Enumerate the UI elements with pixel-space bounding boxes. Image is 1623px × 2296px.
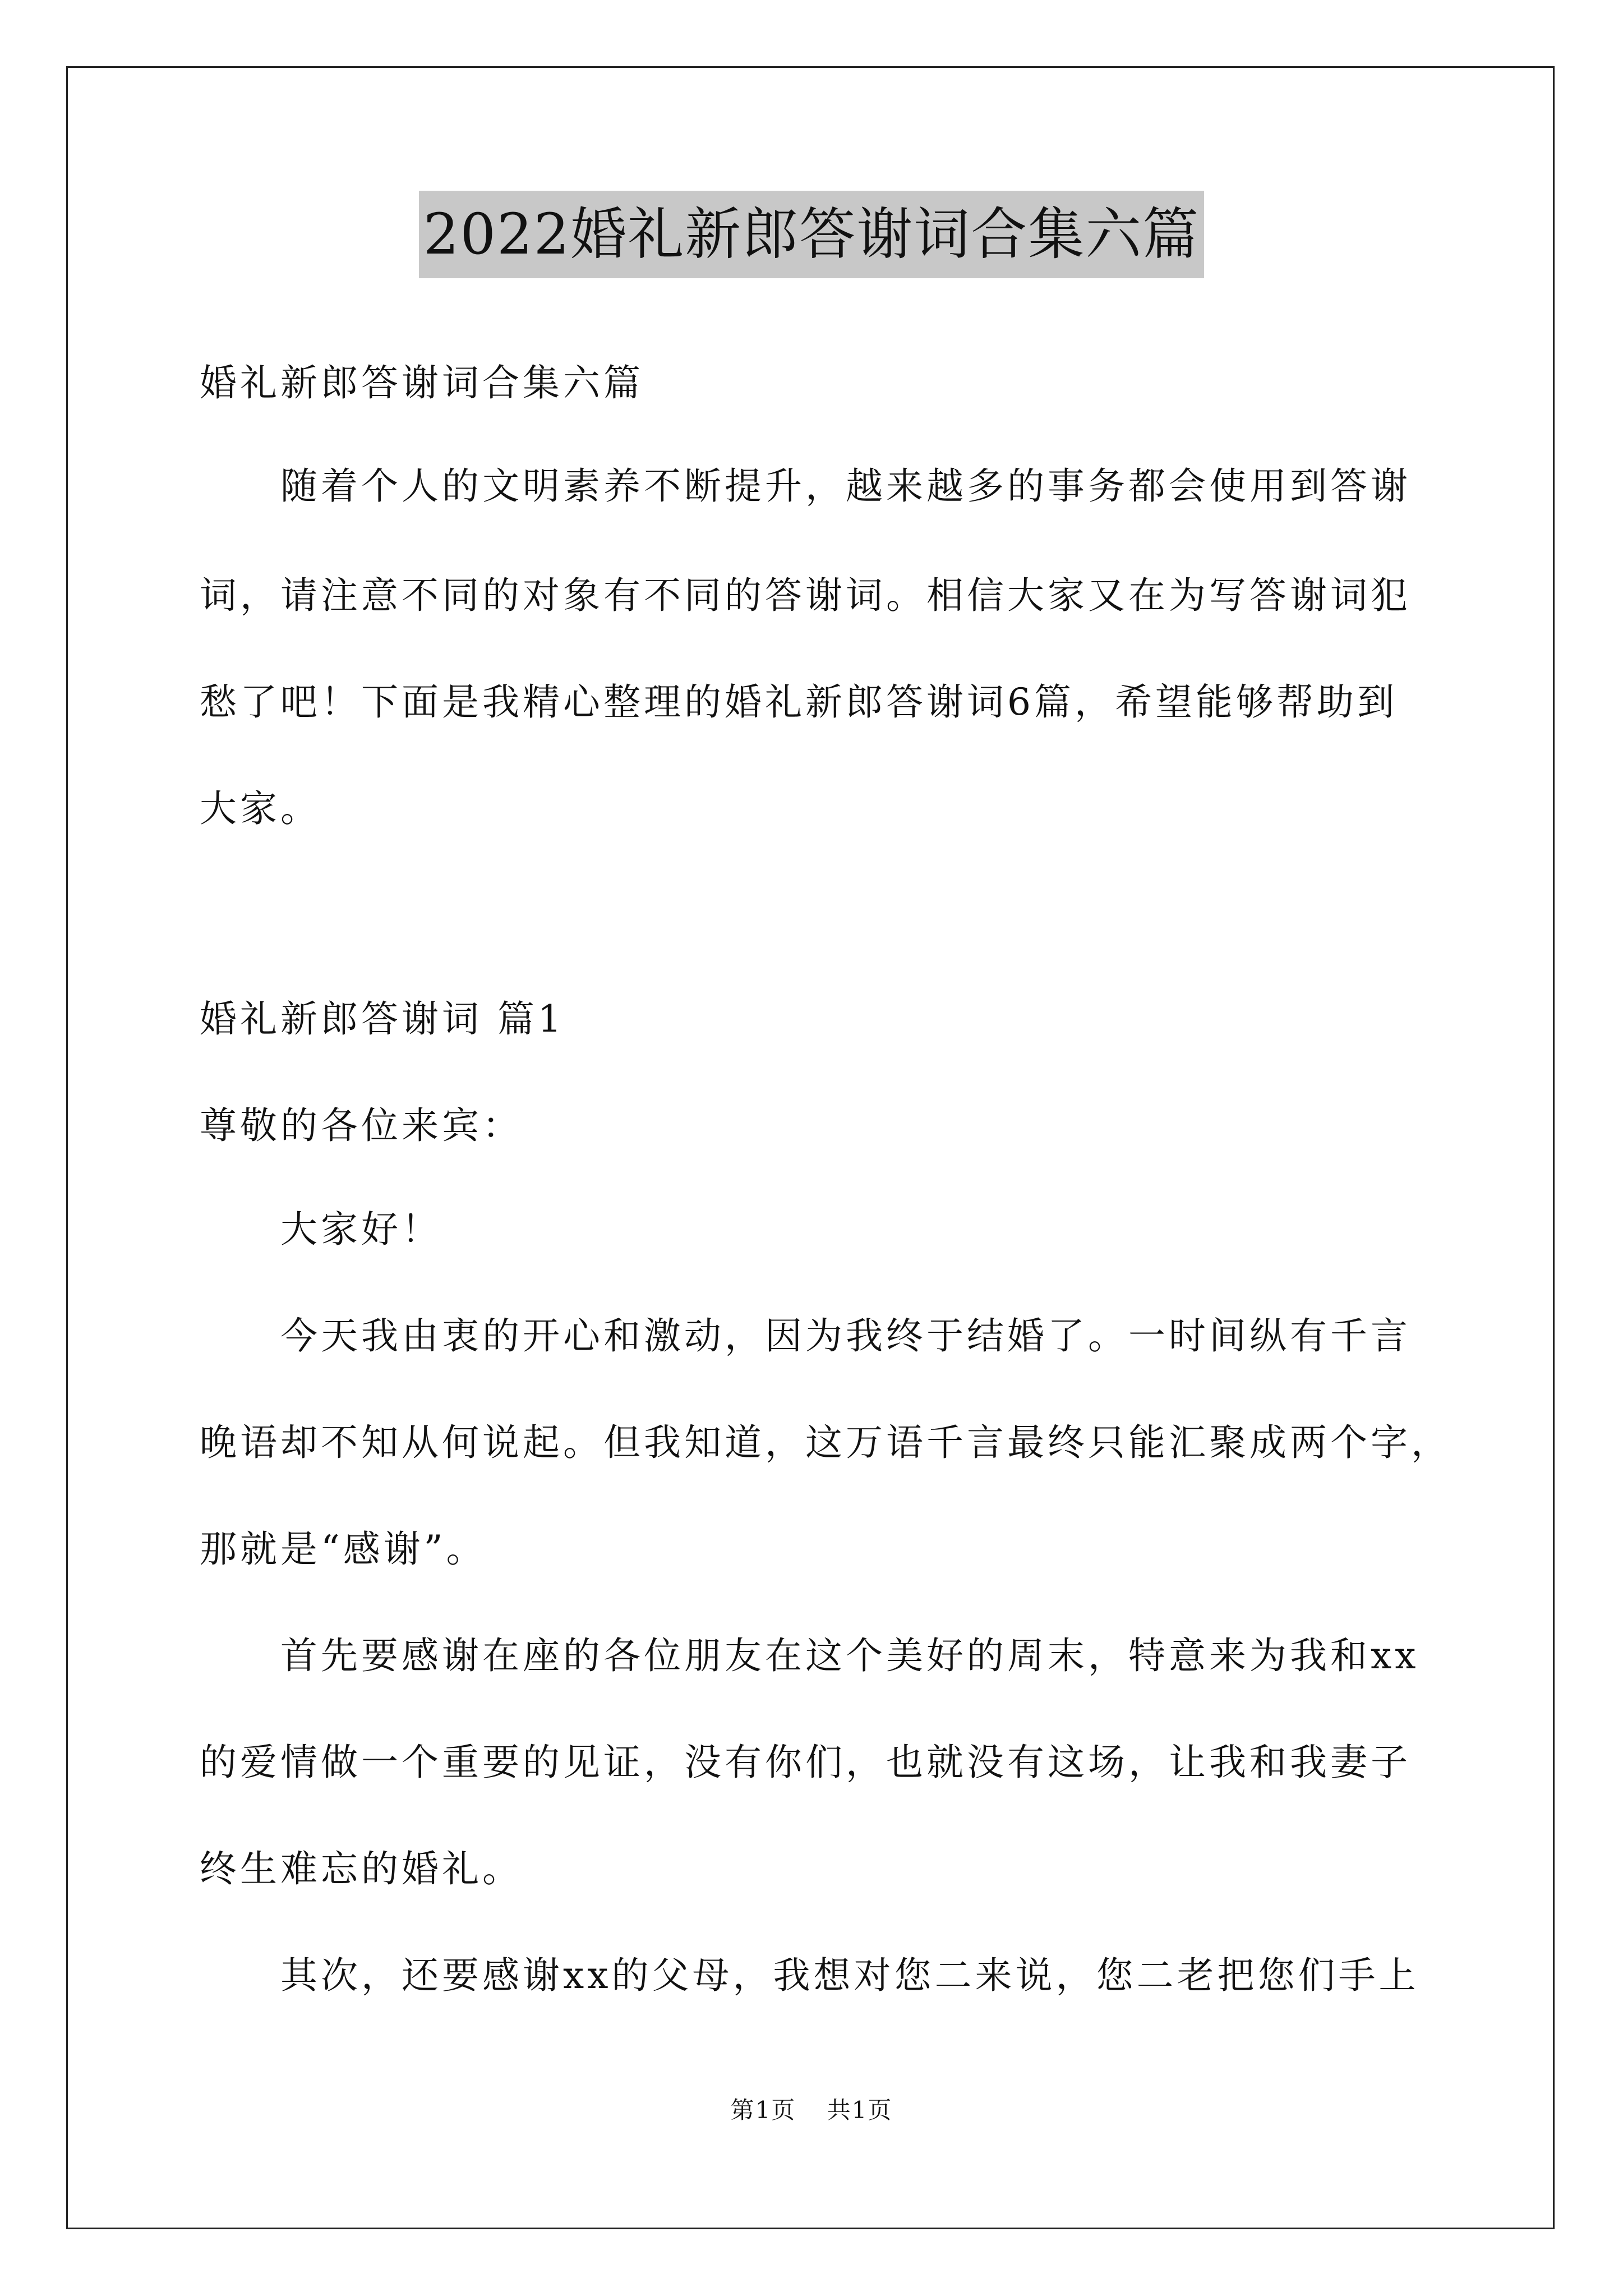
page-footer (0, 2093, 1623, 2127)
section-heading: 婚礼新郎答谢词 篇1 (200, 997, 565, 1041)
paragraph-line: 终生难忘的婚礼。 (200, 1847, 523, 1890)
page-number: 第1页 (730, 2096, 796, 2124)
salutation: 尊敬的各位来宾： (200, 1104, 523, 1147)
paragraph-line: 今天我由衷的开心和激动，因为我终于结婚了。一时间纵有千言 (280, 1314, 1411, 1358)
document-title: 2022婚礼新郎答谢词合集六篇 (419, 191, 1205, 278)
intro-line-4: 大家。 (200, 787, 321, 830)
subtitle: 婚礼新郎答谢词合集六篇 (200, 361, 644, 404)
intro-line-2: 词，请注意不同的对象有不同的答谢词。相信大家又在为写答谢词犯 (200, 574, 1411, 617)
page-total: 共1页 (827, 2096, 893, 2124)
paragraph-line: 那就是“感谢”。 (200, 1527, 487, 1571)
paragraph-line: 晚语却不知从何说起。但我知道，这万语千言最终只能汇聚成两个字， (200, 1421, 1451, 1464)
intro-line-1: 随着个人的文明素养不断提升，越来越多的事务都会使用到答谢 (280, 464, 1411, 508)
greeting: 大家好！ (280, 1208, 442, 1251)
paragraph-line: 的爱情做一个重要的见证，没有你们，也就没有这场，让我和我妻子 (200, 1741, 1411, 1784)
intro-line-3: 愁了吧！下面是我精心整理的婚礼新郎答谢词6篇，希望能够帮助到 (200, 680, 1398, 724)
document-title-block (0, 191, 1623, 278)
paragraph-line: 其次，还要感谢xx的父母，我想对您二来说，您二老把您们手上 (280, 1954, 1419, 1997)
paragraph-line: 首先要感谢在座的各位朋友在这个美好的周末，特意来为我和xx (280, 1634, 1419, 1677)
